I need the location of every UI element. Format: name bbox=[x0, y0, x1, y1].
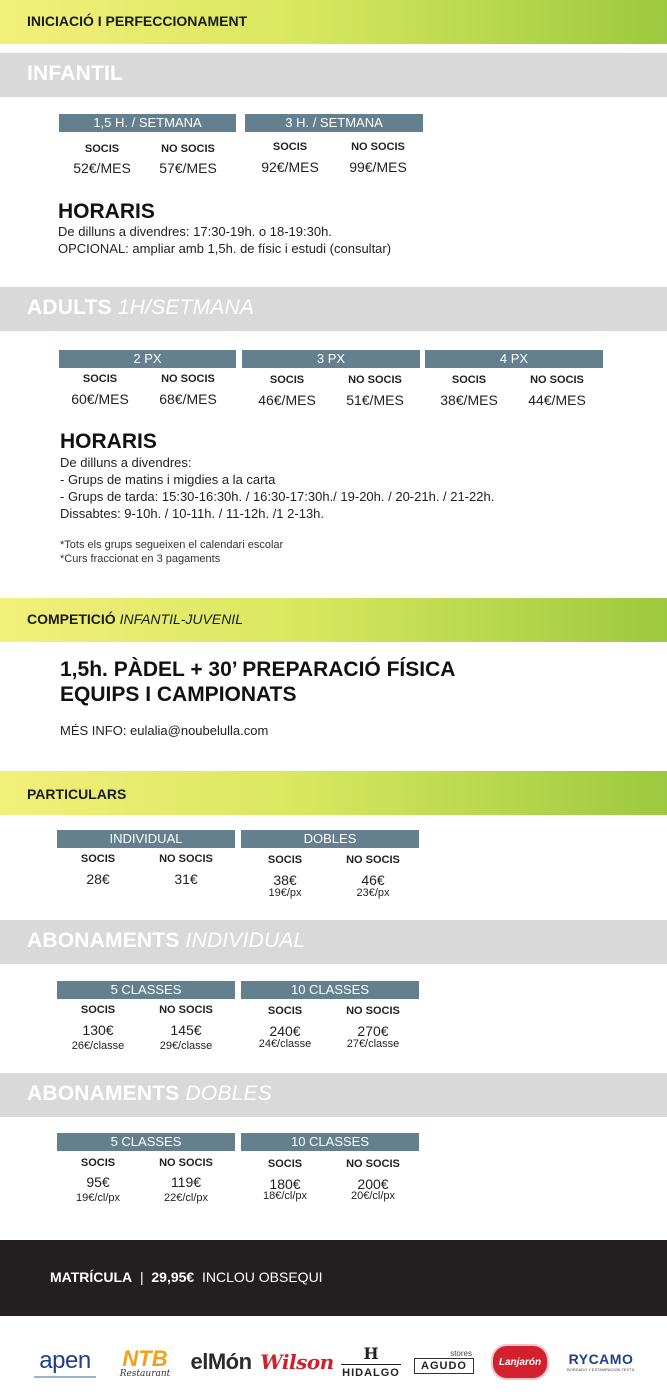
section-header-iniciacio bbox=[0, 0, 667, 44]
plan-tab: DOBLES bbox=[241, 830, 419, 848]
logo-apen-underline bbox=[34, 1376, 96, 1378]
plan-tab: 5 CLASSES bbox=[57, 1133, 235, 1151]
price-per-person: 23€/px bbox=[356, 887, 390, 899]
price-per-class-person: 20€/cl/px bbox=[350, 1190, 396, 1202]
plan-tab: 10 CLASSES bbox=[241, 981, 419, 999]
logo-rycamo-sub: BORDADO Y ESTAMPACION TEXTIL bbox=[566, 1366, 636, 1372]
section-title-main: ABONAMENTS bbox=[27, 1082, 180, 1105]
matricula-separator: | bbox=[139, 1269, 144, 1285]
price-no-socis: 31€ bbox=[174, 871, 198, 887]
price-no-socis: 57€/MES bbox=[159, 160, 217, 176]
logo-hidalgo-text: HIDALGO bbox=[342, 1366, 400, 1379]
price-socis: 92€/MES bbox=[261, 159, 319, 175]
price-socis: 240€ bbox=[269, 1023, 301, 1039]
socis-label: SOCIS bbox=[82, 373, 118, 385]
socis-label: SOCIS bbox=[80, 853, 116, 865]
section-header-abonaments-individual bbox=[0, 920, 667, 964]
no-socis-label: NO SOCIS bbox=[346, 854, 400, 866]
section-title: PARTICULARS bbox=[27, 786, 127, 802]
horaris-line: De dilluns a divendres: bbox=[60, 455, 192, 470]
no-socis-label: NO SOCIS bbox=[161, 373, 215, 385]
horaris-line: - Grups de tarda: 15:30-16:30h. / 16:30-17:30h./ 19-20h. / 20-21h. / 21-22h. bbox=[60, 489, 495, 504]
logo-hidalgo-mark: H bbox=[363, 1343, 379, 1363]
logo-lanjaron-text: Lanjarón bbox=[498, 1356, 542, 1368]
matricula-extra: INCLOU OBSEQUI bbox=[201, 1269, 323, 1285]
price-socis: 46€/MES bbox=[258, 392, 316, 408]
matricula-price: 29,95€ bbox=[151, 1269, 195, 1285]
price-per-class-person: 22€/cl/px bbox=[163, 1192, 209, 1204]
no-socis-label: NO SOCIS bbox=[351, 141, 405, 153]
price-per-class-person: 18€/cl/px bbox=[262, 1190, 308, 1202]
price-socis: 52€/MES bbox=[73, 160, 131, 176]
horaris-title: HORARIS bbox=[60, 430, 157, 453]
logo-lanjaron-badge bbox=[491, 1344, 549, 1380]
horaris-line: OPCIONAL: ampliar amb 1,5h. de físic i estudi (consultar) bbox=[58, 241, 392, 256]
price-socis: 60€/MES bbox=[71, 391, 129, 407]
price-no-socis: 99€/MES bbox=[349, 159, 407, 175]
section-title bbox=[27, 1082, 272, 1106]
no-socis-label: NO SOCIS bbox=[161, 143, 215, 155]
no-socis-label: NO SOCIS bbox=[348, 374, 402, 386]
section-title-suffix: 1H/SETMANA bbox=[117, 296, 255, 319]
plan-tab: 10 CLASSES bbox=[241, 1133, 419, 1151]
logo-hidalgo-rule bbox=[341, 1364, 401, 1365]
price-no-socis: 200€ bbox=[357, 1176, 389, 1192]
section-title: INFANTIL bbox=[27, 62, 124, 85]
competicio-line: 1,5h. PÀDEL + 30’ PREPARACIÓ FÍSICA bbox=[60, 658, 456, 681]
plan-tab: 4 PX bbox=[425, 350, 603, 368]
socis-label: SOCIS bbox=[267, 1005, 303, 1017]
section-title-suffix: INDIVIDUAL bbox=[185, 929, 306, 952]
section-title-main: ADULTS bbox=[27, 296, 112, 319]
plan-tab: 3 PX bbox=[242, 350, 420, 368]
section-header-abonaments-dobles bbox=[0, 1073, 667, 1117]
price-per-class: 24€/classe bbox=[258, 1038, 312, 1050]
price-per-class: 29€/classe bbox=[159, 1040, 213, 1052]
price-per-class-person: 19€/cl/px bbox=[75, 1192, 121, 1204]
no-socis-label: NO SOCIS bbox=[159, 1157, 213, 1169]
section-title-suffix: DOBLES bbox=[185, 1082, 272, 1105]
plan-tab: 5 CLASSES bbox=[57, 981, 235, 999]
no-socis-label: NO SOCIS bbox=[346, 1158, 400, 1170]
price-socis: 180€ bbox=[269, 1176, 301, 1192]
section-header-adults bbox=[0, 287, 667, 331]
price-per-class: 26€/classe bbox=[71, 1040, 125, 1052]
price-no-socis: 46€ bbox=[361, 872, 385, 888]
horaris-title: HORARIS bbox=[58, 200, 155, 223]
section-title-main: COMPETICIÓ bbox=[27, 611, 116, 627]
logo-rycamo bbox=[558, 1340, 644, 1384]
no-socis-label: NO SOCIS bbox=[530, 374, 584, 386]
price-socis: 38€/MES bbox=[440, 392, 498, 408]
logo-wilson bbox=[260, 1340, 334, 1384]
socis-label: SOCIS bbox=[269, 374, 305, 386]
logo-agudo bbox=[410, 1340, 478, 1384]
matricula-banner bbox=[0, 1240, 667, 1316]
price-socis: 38€ bbox=[273, 872, 297, 888]
price-per-person: 19€/px bbox=[268, 887, 302, 899]
socis-label: SOCIS bbox=[451, 374, 487, 386]
socis-label: SOCIS bbox=[267, 854, 303, 866]
no-socis-label: NO SOCIS bbox=[159, 853, 213, 865]
price-no-socis: 270€ bbox=[357, 1023, 389, 1039]
plan-tab: 3 H. / SETMANA bbox=[245, 114, 423, 132]
logo-hidalgo bbox=[338, 1340, 404, 1384]
price-socis: 95€ bbox=[86, 1174, 110, 1190]
logo-ntb-text: NTB bbox=[122, 1345, 168, 1371]
socis-label: SOCIS bbox=[272, 141, 308, 153]
socis-label: SOCIS bbox=[80, 1004, 116, 1016]
logo-wilson-text: Wilson bbox=[260, 1350, 334, 1374]
logo-apen bbox=[30, 1340, 100, 1384]
note-line: *Tots els grups segueixen el calendari escolar bbox=[60, 539, 284, 551]
section-header-particulars bbox=[0, 771, 667, 815]
price-socis: 28€ bbox=[86, 871, 110, 887]
competicio-info: MÉS INFO: eulalia@noubelulla.com bbox=[60, 723, 269, 738]
socis-label: SOCIS bbox=[80, 1157, 116, 1169]
plan-tab: 1,5 H. / SETMANA bbox=[59, 114, 236, 132]
price-no-socis: 68€/MES bbox=[159, 391, 217, 407]
logo-ntb-sub: Restaurant bbox=[119, 1368, 171, 1379]
logo-agudo-sub: stores bbox=[450, 1349, 472, 1358]
logo-ntb bbox=[112, 1340, 178, 1384]
logo-rycamo-text: RYCAMO bbox=[568, 1350, 634, 1367]
plan-tab: INDIVIDUAL bbox=[57, 830, 235, 848]
socis-label: SOCIS bbox=[267, 1158, 303, 1170]
horaris-line: - Grups de matins i migdies a la carta bbox=[60, 472, 276, 487]
section-title-main: ABONAMENTS bbox=[27, 929, 180, 952]
horaris-line: Dissabtes: 9-10h. / 10-11h. / 11-12h. /1 2-13h. bbox=[60, 506, 325, 521]
price-no-socis: 44€/MES bbox=[528, 392, 586, 408]
section-title bbox=[27, 929, 305, 953]
matricula-text bbox=[50, 1269, 323, 1285]
logo-elmon bbox=[186, 1340, 256, 1384]
price-no-socis: 51€/MES bbox=[346, 392, 404, 408]
logo-apen-text: apen bbox=[39, 1346, 91, 1374]
section-header-competicio bbox=[0, 598, 667, 642]
logo-agudo-text: AGUDO bbox=[414, 1358, 474, 1374]
socis-label: SOCIS bbox=[84, 143, 120, 155]
section-title: INICIACIÓ I PERFECCIONAMENT bbox=[27, 13, 248, 29]
logo-elmon-text: elMón bbox=[190, 1349, 252, 1374]
horaris-line: De dilluns a divendres: 17:30-19h. o 18-19:30h. bbox=[58, 224, 332, 239]
no-socis-label: NO SOCIS bbox=[159, 1004, 213, 1016]
section-title-suffix: INFANTIL-JUVENIL bbox=[119, 611, 243, 627]
section-title bbox=[27, 611, 243, 627]
matricula-label: MATRÍCULA bbox=[50, 1269, 133, 1285]
logo-lanjaron bbox=[490, 1340, 550, 1384]
note-line: *Curs fraccionat en 3 pagaments bbox=[60, 553, 221, 565]
price-no-socis: 145€ bbox=[170, 1022, 202, 1038]
price-no-socis: 119€ bbox=[170, 1174, 202, 1190]
plan-tab: 2 PX bbox=[59, 350, 236, 368]
competicio-line: EQUIPS I CAMPIONATS bbox=[60, 683, 297, 706]
section-title bbox=[27, 296, 254, 320]
section-header-infantil bbox=[0, 53, 667, 97]
price-socis: 130€ bbox=[82, 1022, 114, 1038]
price-per-class: 27€/classe bbox=[346, 1038, 400, 1050]
no-socis-label: NO SOCIS bbox=[346, 1005, 400, 1017]
